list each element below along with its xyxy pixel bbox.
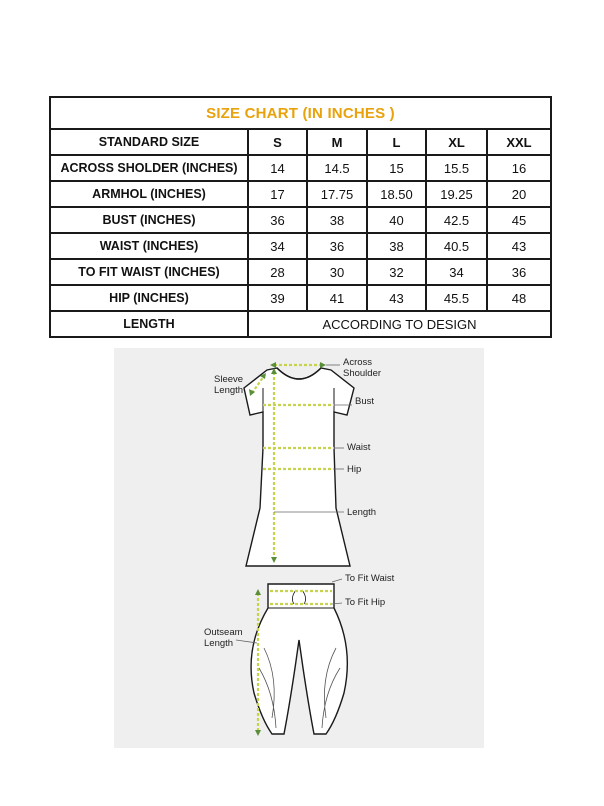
length-label: Length <box>347 507 377 518</box>
size-header-s: S <box>248 129 307 155</box>
table-row <box>50 207 551 233</box>
table-cell: 45 <box>487 207 551 233</box>
header-row <box>50 129 551 155</box>
table-cell: 14.5 <box>307 155 367 181</box>
table-cell: 16 <box>487 155 551 181</box>
waist-label: Waist <box>347 442 371 453</box>
size-header-xl: XL <box>426 129 487 155</box>
table-cell: 38 <box>307 207 367 233</box>
table-row <box>50 233 551 259</box>
hip-label: Hip <box>347 464 362 475</box>
table-cell: 15 <box>367 155 426 181</box>
size-header-l: L <box>367 129 426 155</box>
kurta-outline <box>244 368 354 566</box>
table-cell: 19.25 <box>426 181 487 207</box>
row-label: BUST (INCHES) <box>50 207 248 233</box>
row-label: TO FIT WAIST (INCHES) <box>50 259 248 285</box>
table-cell: 45.5 <box>426 285 487 311</box>
row-label: WAIST (INCHES) <box>50 233 248 259</box>
table-cell: 41 <box>307 285 367 311</box>
standard-size-label: STANDARD SIZE <box>50 129 248 155</box>
size-chart-title: SIZE CHART (IN INCHES ) <box>50 97 551 129</box>
to-fit-waist-label: To Fit Waist <box>345 573 395 584</box>
table-cell: 14 <box>248 155 307 181</box>
length-row <box>50 311 551 337</box>
table-row <box>50 259 551 285</box>
arrow-head <box>270 362 276 368</box>
outseam-length-label: Outseam Length <box>204 627 243 649</box>
garment-illustration <box>114 348 484 748</box>
to-fit-hip-label: To Fit Hip <box>345 597 386 608</box>
across-shoulder-label: Across Shoulder <box>343 357 382 379</box>
table-cell: 43 <box>367 285 426 311</box>
table-row <box>50 285 551 311</box>
size-header-xxl: XXL <box>487 129 551 155</box>
table-cell: 42.5 <box>426 207 487 233</box>
table-cell: 17.75 <box>307 181 367 207</box>
row-label: ACROSS SHOLDER (INCHES) <box>50 155 248 181</box>
size-chart-table <box>49 96 552 338</box>
table-cell: 36 <box>487 259 551 285</box>
measurement-diagram <box>114 348 484 748</box>
row-label: ARMHOL (INCHES) <box>50 181 248 207</box>
size-header-m: M <box>307 129 367 155</box>
table-cell: 34 <box>426 259 487 285</box>
arrow-head <box>255 589 261 595</box>
title-row <box>50 97 551 129</box>
table-cell: 34 <box>248 233 307 259</box>
table-cell: 20 <box>487 181 551 207</box>
table-cell: 39 <box>248 285 307 311</box>
bust-label: Bust <box>355 396 375 407</box>
table-cell: 32 <box>367 259 426 285</box>
salwar-outline <box>251 584 347 734</box>
table-cell: 43 <box>487 233 551 259</box>
sleeve-length-label: Sleeve Length <box>214 374 244 396</box>
length-label: LENGTH <box>50 311 248 337</box>
table-cell: 36 <box>248 207 307 233</box>
table-cell: 18.50 <box>367 181 426 207</box>
table-cell: 36 <box>307 233 367 259</box>
table-cell: 30 <box>307 259 367 285</box>
leader-line <box>332 579 342 582</box>
length-note: ACCORDING TO DESIGN <box>248 311 551 337</box>
table-cell: 17 <box>248 181 307 207</box>
table-cell: 40 <box>367 207 426 233</box>
table-cell: 15.5 <box>426 155 487 181</box>
table-cell: 48 <box>487 285 551 311</box>
row-label: HIP (INCHES) <box>50 285 248 311</box>
arrow-head <box>320 362 326 368</box>
table-cell: 40.5 <box>426 233 487 259</box>
table-cell: 38 <box>367 233 426 259</box>
table-row <box>50 155 551 181</box>
table-cell: 28 <box>248 259 307 285</box>
arrow-head <box>255 730 261 736</box>
table-row <box>50 181 551 207</box>
